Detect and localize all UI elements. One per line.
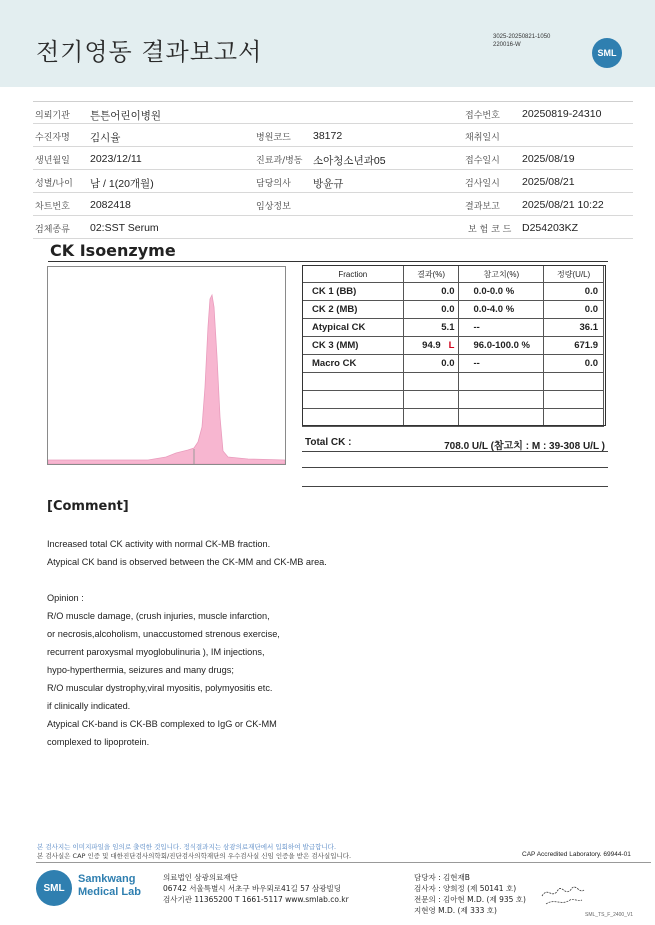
value-receipt-number: 20250819-24310 <box>522 108 602 120</box>
fraction-reference: 0.0-0.0 % <box>459 283 544 301</box>
label-test-date: 검사일시 <box>465 179 500 189</box>
fraction-result <box>403 319 459 337</box>
comment-title: [Comment] <box>47 499 129 514</box>
comment-line: Atypical CK band is observed between the CK-MM and CK-MB area. <box>47 557 327 567</box>
table-row <box>303 355 604 373</box>
label-physician: 담당의사 <box>256 179 291 189</box>
comment-line: R/O muscle damage, (crush injuries, muscle infarction, <box>47 611 270 621</box>
value-requesting-hospital: 튼튼어린이병원 <box>90 110 162 122</box>
header-result: 결과(%) <box>403 266 459 283</box>
fraction-result <box>403 301 459 319</box>
fraction-quantity: 0.0 <box>544 283 604 301</box>
table-row <box>303 319 604 337</box>
label-insurance-code: 보 험 코 드 <box>468 225 512 235</box>
table-row <box>303 283 604 301</box>
label-collection-date: 채취일시 <box>465 133 500 143</box>
value-chart-number: 2082418 <box>90 199 131 211</box>
fraction-table <box>302 265 604 427</box>
value-report-date: 2025/08/21 10:22 <box>522 199 604 211</box>
fraction-quantity: 0.0 <box>544 301 604 319</box>
table-row-empty <box>303 409 604 427</box>
footer-brand <box>78 873 141 899</box>
comment-line: Opinion : <box>47 593 84 603</box>
brand-line-2: Medical Lab <box>78 886 141 898</box>
staff-in-charge: 담당자 : 김현재B <box>414 873 470 882</box>
comment-line: recurrent paroxysmal myoglobulinuria ), IM injections, <box>47 647 265 657</box>
page-title: 전기영동 결과보고서 <box>36 38 263 66</box>
info-row-6 <box>33 216 633 239</box>
electrophoresis-curve-svg <box>48 267 285 464</box>
label-receipt-number: 접수번호 <box>465 111 500 121</box>
info-row-4 <box>33 170 633 193</box>
comment-line: hypo-hyperthermia, seizures and many drugs; <box>47 665 234 675</box>
comment-line: complexed to lipoprotein. <box>47 737 150 747</box>
fraction-result <box>403 355 459 373</box>
result-value: 5.1 <box>441 322 455 333</box>
value-specimen-type: 02:SST Serum <box>90 222 159 234</box>
section-title: CK Isoenzyme <box>50 241 176 260</box>
fraction-quantity: 0.0 <box>544 355 604 373</box>
footer-notice-print: 본 검사지는 이미지파일을 임의로 출력한 것입니다. 정식결과지는 삼광의료재단에서 입회하여 발급합니다. <box>37 843 337 851</box>
fraction-name: CK 3 (MM) <box>303 337 404 355</box>
table-row <box>303 301 604 319</box>
header-quantity: 정량(U/L) <box>544 266 604 283</box>
info-row-1 <box>33 101 633 124</box>
info-row-3 <box>33 147 633 170</box>
form-code: SML_TS_F_2400_V1 <box>585 912 634 918</box>
result-value: 0.0 <box>441 304 455 315</box>
result-value: 0.0 <box>441 358 455 369</box>
fraction-result <box>403 283 459 301</box>
fraction-quantity: 36.1 <box>544 319 604 337</box>
comment-line: if clinically indicated. <box>47 701 131 711</box>
blank-line <box>302 486 608 487</box>
label-sex-age: 성별/나이 <box>35 179 73 189</box>
footer-notice-accreditation: 본 검사실은 CAP 인증 및 대한진단검사의학회/진단검사의학재단의 우수검사실 신임 인증을 받은 검사실입니다. <box>37 852 352 860</box>
fraction-name: Macro CK <box>303 355 404 373</box>
table-row-empty <box>303 373 604 391</box>
value-receipt-date: 2025/08/19 <box>522 153 575 165</box>
label-receipt-date: 접수일시 <box>465 156 500 166</box>
brand-line-1: Samkwang <box>78 873 136 885</box>
value-birth-date: 2023/12/11 <box>90 153 142 165</box>
fraction-quantity: 671.9 <box>544 337 604 355</box>
staff-tester: 검사자 : 양희정 (제 50141 호) <box>414 884 517 893</box>
table-row-empty <box>303 391 604 409</box>
info-row-5 <box>33 193 633 216</box>
document-id-line1: 3025-20250821-1050 <box>493 34 551 40</box>
fraction-name: Atypical CK <box>303 319 404 337</box>
staff-specialist-1: 전문의 : 김아현 M.D. (제 935 호) <box>414 895 526 904</box>
blank-line <box>302 467 608 468</box>
staff-specialist-2: 지현영 M.D. (제 333 호) <box>414 906 497 915</box>
value-department: 소아청소년과05 <box>313 155 386 167</box>
table-header-row <box>303 266 604 283</box>
signature-icon <box>540 878 585 908</box>
label-birth-date: 생년월일 <box>35 156 70 166</box>
comment-line: Atypical CK-band is CK-BB complexed to IgG or CK-MM <box>47 719 277 729</box>
label-clinical-info: 임상정보 <box>256 202 291 212</box>
comment-line: or necrosis,alcoholism, unaccustomed strenous exercise, <box>47 629 280 639</box>
label-report-date: 결과보고 <box>465 202 500 212</box>
footer-address: 06742 서울특별시 서초구 바우뫼로41길 57 삼광빌딩 <box>163 884 342 893</box>
electrophoresis-graph <box>47 266 286 465</box>
low-flag: L <box>448 340 455 351</box>
value-hospital-code: 38172 <box>313 130 343 142</box>
header-reference: 참고치(%) <box>459 266 544 283</box>
label-requesting-hospital: 의뢰기관 <box>35 111 70 121</box>
total-ck-label: Total CK : <box>305 437 352 448</box>
electrophoresis-curve <box>48 295 285 464</box>
footer-organization: 의료법인 삼광의료재단 <box>163 873 238 882</box>
result-value: 0.0 <box>441 286 455 297</box>
total-ck-value: 708.0 U/L (참고치 : M : 39-308 U/L ) <box>444 441 605 452</box>
fraction-name: CK 1 (BB) <box>303 283 404 301</box>
comment-line: R/O muscular dystrophy,viral myositis, polymyositis etc. <box>47 683 273 693</box>
fraction-result <box>403 337 459 355</box>
sml-logo: SML <box>592 38 622 68</box>
document-id-line2: 220016-W <box>493 42 521 48</box>
cap-accreditation: CAP Accredited Laboratory. 69944-01 <box>522 851 631 858</box>
comment-line: Increased total CK activity with normal CK-MB fraction. <box>47 539 271 549</box>
value-insurance-code: D254203KZ <box>522 222 579 234</box>
fraction-reference: 0.0-4.0 % <box>459 301 544 319</box>
value-physician: 방윤규 <box>313 178 344 190</box>
label-patient-name: 수진자명 <box>35 133 70 143</box>
label-hospital-code: 병원코드 <box>256 133 291 143</box>
info-row-2 <box>33 124 633 147</box>
label-chart-number: 차트번호 <box>35 202 70 212</box>
value-sex-age: 남 / 1(20개월) <box>90 178 154 190</box>
label-specimen-type: 검체종류 <box>35 225 70 235</box>
value-patient-name: 김시율 <box>90 132 121 144</box>
fraction-reference: -- <box>459 319 544 337</box>
result-value: 94.9 <box>422 340 441 351</box>
header-fraction: Fraction <box>303 266 404 283</box>
footer-logo: SML <box>36 870 72 906</box>
table-row <box>303 337 604 355</box>
fraction-name: CK 2 (MB) <box>303 301 404 319</box>
total-underline <box>302 451 608 452</box>
value-test-date: 2025/08/21 <box>522 176 575 188</box>
fraction-reference: -- <box>459 355 544 373</box>
footer-contact: 검사기관 11365200 T 1661-5117 www.smlab.co.kr <box>163 895 349 904</box>
document-id <box>493 33 550 49</box>
section-divider <box>48 261 608 262</box>
fraction-reference: 96.0-100.0 % <box>459 337 544 355</box>
label-department: 진료과/병동 <box>256 156 303 166</box>
footer-divider <box>36 862 651 863</box>
